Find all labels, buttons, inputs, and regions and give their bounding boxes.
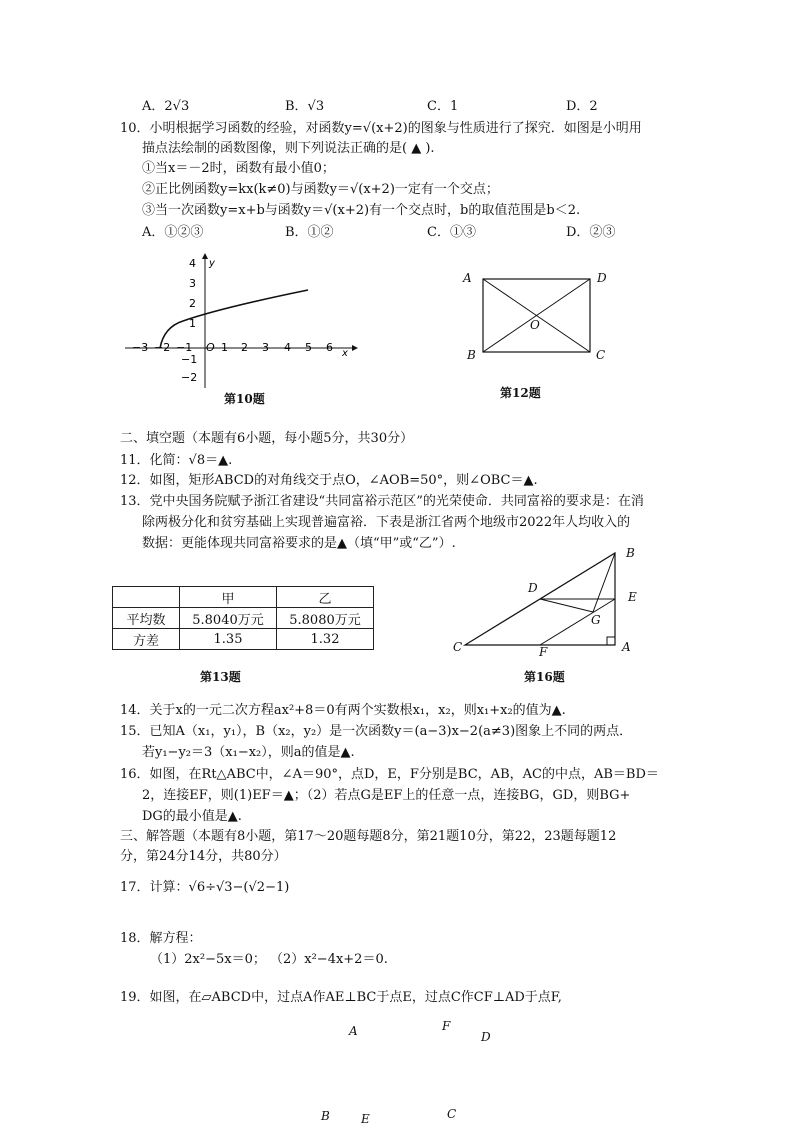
label-a: A: [622, 640, 631, 654]
q16-line3: DG的最小值是▲.: [142, 809, 242, 824]
figure-10-caption: 第10题: [224, 392, 265, 406]
y-tick-label: 2: [189, 297, 196, 310]
right-angle-mark: [607, 637, 615, 645]
label-b: B: [626, 546, 635, 560]
q10-option-b: B．①②: [285, 225, 334, 240]
q17-text: 17．计算：√6÷√3−(√2−1): [120, 880, 290, 895]
y-tick-label: −1: [181, 353, 198, 366]
x-tick-label: −3: [132, 341, 149, 354]
origin-label: O: [206, 341, 215, 354]
q10-stem-line2: 描点法绘制的函数图像，则下列说法正确的是( ▲ ).: [142, 141, 435, 156]
label-e: E: [361, 1112, 370, 1126]
y-axis-arrow: [202, 253, 208, 259]
x-tick-label: 6: [326, 341, 333, 354]
q14-text: 14．关于x的一元二次方程ax²+8＝0有两个实数根x₁，x₂，则x₁+x₂的值为▲.: [120, 703, 566, 718]
y-tick-label: 4: [189, 257, 196, 270]
segment-bg: [593, 553, 615, 612]
q10-statement-1: ①当x＝－2时，函数有最小值0；: [142, 161, 335, 176]
table-row: [113, 608, 374, 629]
table-cell: 5.8080万元: [277, 608, 374, 629]
label-d: D: [528, 581, 538, 595]
x-axis-label: x: [342, 348, 348, 359]
label-e: E: [628, 590, 637, 604]
figure-10-graph: [120, 252, 360, 392]
label-b: B: [321, 1109, 330, 1123]
q13-line2: 除两极分化和贫穷基础上实现普遍富裕．下表是浙江省两个地级市2022年人均收入的: [142, 515, 631, 530]
y-axis-label: y: [209, 258, 215, 269]
x-tick-label: 2: [241, 341, 248, 354]
x-axis-arrow: [352, 345, 358, 351]
label-d: D: [597, 271, 607, 285]
q12-text: 12．如图，矩形ABCD的对角线交于点O，∠AOB=50°，则∠OBC＝▲.: [120, 473, 538, 488]
q10-stem-line1: 10．小明根据学习函数的经验，对函数y=√(x+2)的图象与性质进行了探究．如图是小明用: [120, 121, 642, 136]
x-tick-label: 1: [221, 341, 228, 354]
label-a: A: [463, 271, 472, 285]
q13-line3: 数据：更能体现共同富裕要求的是▲（填“甲”或“乙”）.: [142, 536, 456, 551]
q19-text: 19．如图，在▱ABCD中，过点A作AE⊥BC于点E，过点C作CF⊥AD于点F,: [120, 990, 562, 1005]
table-13-caption: 第13题: [200, 670, 241, 684]
figure-16-caption: 第16题: [524, 670, 565, 684]
function-curve: [160, 290, 308, 348]
x-tick-label: 3: [262, 341, 269, 354]
label-g: G: [591, 613, 601, 627]
q18-parts: （1）2x²−5x＝0； （2）x²−4x+2＝0.: [150, 952, 388, 967]
label-o: O: [530, 318, 540, 332]
q11-text: 11．化简：√8＝▲.: [120, 453, 233, 468]
table-header-cell: 甲: [180, 587, 277, 608]
q15-line1: 15．已知A（x₁，y₁），B（x₂，y₂）是一次函数y＝(a−3)x−2(a≠3)图象上不同的两点．: [120, 724, 633, 739]
x-tick-label: −2: [154, 341, 171, 354]
table-cell: 5.8040万元: [180, 608, 277, 629]
label-d: D: [481, 1030, 491, 1044]
q9-option-d: D．2: [566, 99, 598, 114]
section-3-title-line2: 分，第24分14分，共80分）: [120, 849, 287, 864]
table-cell: 平均数: [113, 608, 180, 629]
x-tick-label: −1: [176, 341, 193, 354]
q16-line1: 16．如图，在Rt△ABC中，∠A＝90°，点D，E，F分别是BC，AB，AC的中点，AB＝BD＝: [120, 767, 659, 782]
q16-line2: 2，连接EF，则(1)EF＝▲；（2）若点G是EF上的任意一点，连接BG，GD，则BG+: [142, 788, 631, 803]
label-f: F: [442, 1019, 451, 1033]
section-2-title: 二、填空题（本题有6小题，每小题5分，共30分）: [120, 431, 414, 446]
x-tick-label: 4: [284, 341, 291, 354]
label-c: C: [596, 348, 606, 362]
q10-option-a: A．①②③: [142, 225, 204, 240]
q13-line1: 13．党中央国务院赋予浙江省建设“共同富裕示范区”的光荣使命．共同富裕的要求是：在消: [120, 494, 644, 509]
table-cell: 方差: [113, 629, 180, 650]
label-c: C: [447, 1107, 457, 1121]
section-3-title-line1: 三、解答题（本题有8小题，第17～20题每题8分，第21题10分，第22，23题每题12: [120, 829, 617, 844]
q9-option-a: A．2√3: [142, 99, 190, 114]
q13-data-table: [112, 586, 374, 650]
q10-statement-3: ③当一次函数y=x+b与函数y＝√(x+2)有一个交点时，b的取值范围是b＜2.: [142, 203, 581, 218]
q15-line2: 若y₁−y₂＝3（x₁−x₂），则a的值是▲.: [142, 745, 355, 760]
y-tick-label: 1: [189, 317, 196, 330]
q10-statement-2: ②正比例函数y=kx(k≠0)与函数y＝√(x+2)一定有一个交点；: [142, 182, 499, 197]
q10-option-c: C．①③: [427, 225, 476, 240]
label-f: F: [539, 645, 548, 659]
table-row: [113, 629, 374, 650]
y-tick-label: 3: [189, 277, 196, 290]
table-header-cell: [113, 587, 180, 608]
table-header-row: [113, 587, 374, 608]
q9-option-b: B．√3: [285, 99, 325, 114]
y-tick-label: −2: [181, 371, 198, 384]
figure-16-triangle: [455, 548, 635, 658]
q10-option-d: D．②③: [566, 225, 616, 240]
label-a: A: [349, 1024, 358, 1038]
table-header-cell: 乙: [277, 587, 374, 608]
x-tick-label: 5: [305, 341, 312, 354]
q9-option-c: C．1: [427, 99, 459, 114]
label-b: B: [467, 348, 476, 362]
figure-12-caption: 第12题: [500, 386, 541, 400]
q18-title: 18．解方程：: [120, 931, 202, 946]
table-cell: 1.35: [180, 629, 277, 650]
table-cell: 1.32: [277, 629, 374, 650]
segment-ef: [540, 599, 615, 645]
segment-dg: [540, 599, 593, 612]
label-c: C: [453, 640, 463, 654]
